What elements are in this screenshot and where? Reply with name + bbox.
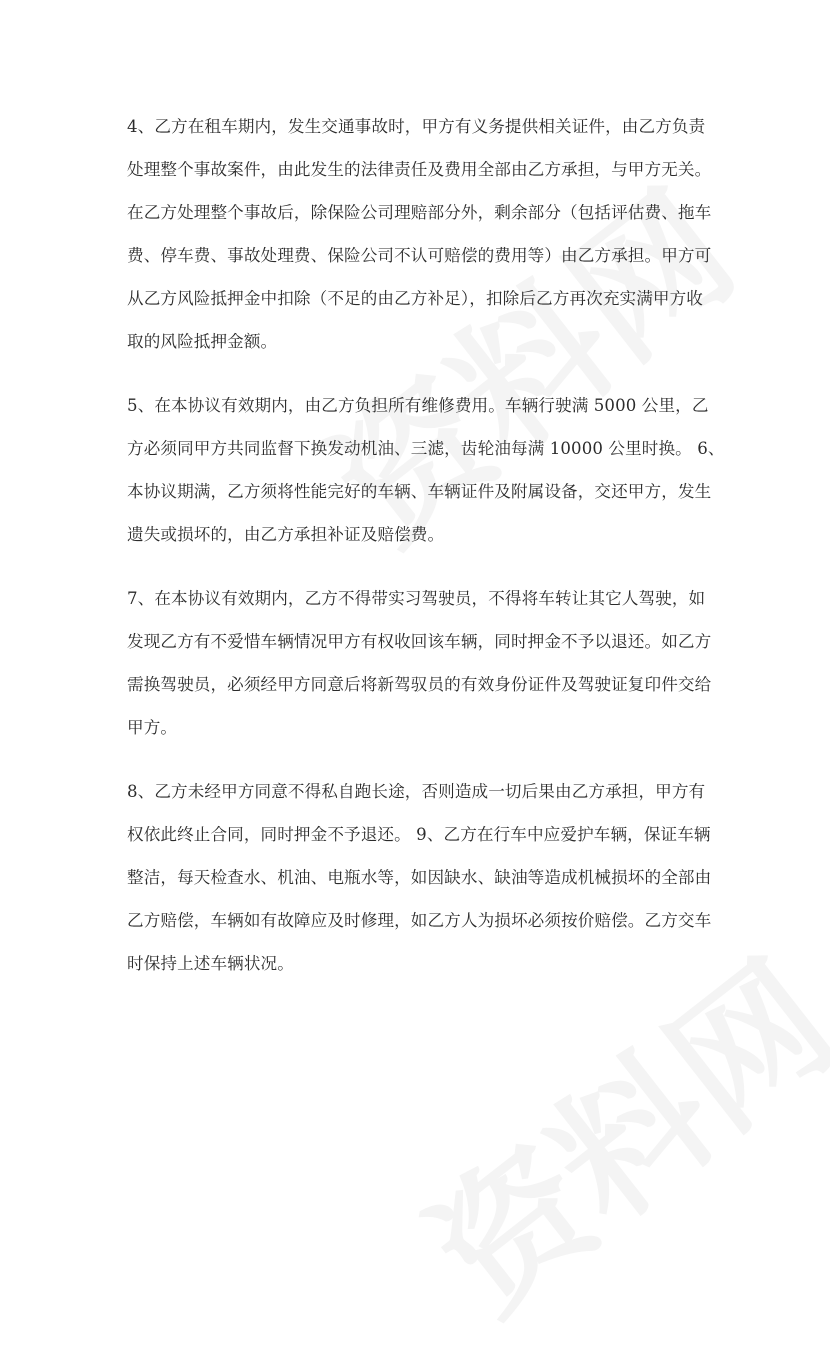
text-line: 方必须同甲方共同监督下换发动机油、三滤，齿轮油每满 10000 公里时换。 6、 — [127, 439, 725, 458]
clause-5-6-paragraph — [127, 384, 725, 556]
text-line: 8、乙方未经甲方同意不得私自跑长途，否则造成一切后果由乙方承担，甲方有 — [127, 782, 706, 801]
clause-7-paragraph — [127, 577, 717, 749]
text-line: 5、在本协议有效期内，由乙方负担所有维修费用。车辆行驶满 5000 公里，乙 — [127, 396, 709, 415]
text-line: 4、乙方在租车期内，发生交通事故时，甲方有义务提供相关证件，由乙方负责 — [127, 117, 706, 136]
text-line: 遗失或损坏的，由乙方承担补证及赔偿费。 — [127, 525, 445, 544]
document-body — [127, 105, 725, 1006]
text-line: 权依此终止合同，同时押金不予退还。 9、乙方在行车中应爱护车辆，保证车辆 — [127, 825, 711, 844]
text-line: 7、在本协议有效期内，乙方不得带实习驾驶员，不得将车转让其它人驾驶，如 — [127, 589, 706, 608]
text-line: 在乙方处理整个事故后，除保险公司理赔部分外，剩余部分（包括评估费、拖车 — [127, 203, 712, 222]
clause-8-9-paragraph — [127, 770, 717, 985]
text-line: 处理整个事故案件，由此发生的法律责任及费用全部由乙方承担，与甲方无关。 — [127, 160, 712, 179]
text-line: 发现乙方有不爱惜车辆情况甲方有权收回该车辆，同时押金不予以退还。如乙方 — [127, 632, 712, 651]
text-line: 从乙方风险抵押金中扣除（不足的由乙方补足），扣除后乙方再次充实满甲方收 — [127, 289, 703, 308]
clause-4-paragraph — [127, 105, 717, 363]
text-line: 整洁，每天检查水、机油、电瓶水等，如因缺水、缺油等造成机械损坏的全部由 — [127, 868, 712, 887]
text-line: 取的风险抵押金额。 — [127, 332, 278, 351]
text-line: 本协议期满，乙方须将性能完好的车辆、车辆证件及附属设备，交还甲方，发生 — [127, 482, 712, 501]
text-line: 时保持上述车辆状况。 — [127, 954, 294, 973]
text-line: 乙方赔偿，车辆如有故障应及时修理，如乙方人为损坏必须按价赔偿。乙方交车 — [127, 911, 712, 930]
text-line: 需换驾驶员，必须经甲方同意后将新驾驭员的有效身份证件及驾驶证复印件交给 — [127, 675, 712, 694]
text-line: 费、停车费、事故处理费、保险公司不认可赔偿的费用等）由乙方承担。甲方可 — [127, 246, 712, 265]
text-line: 甲方。 — [127, 718, 178, 737]
